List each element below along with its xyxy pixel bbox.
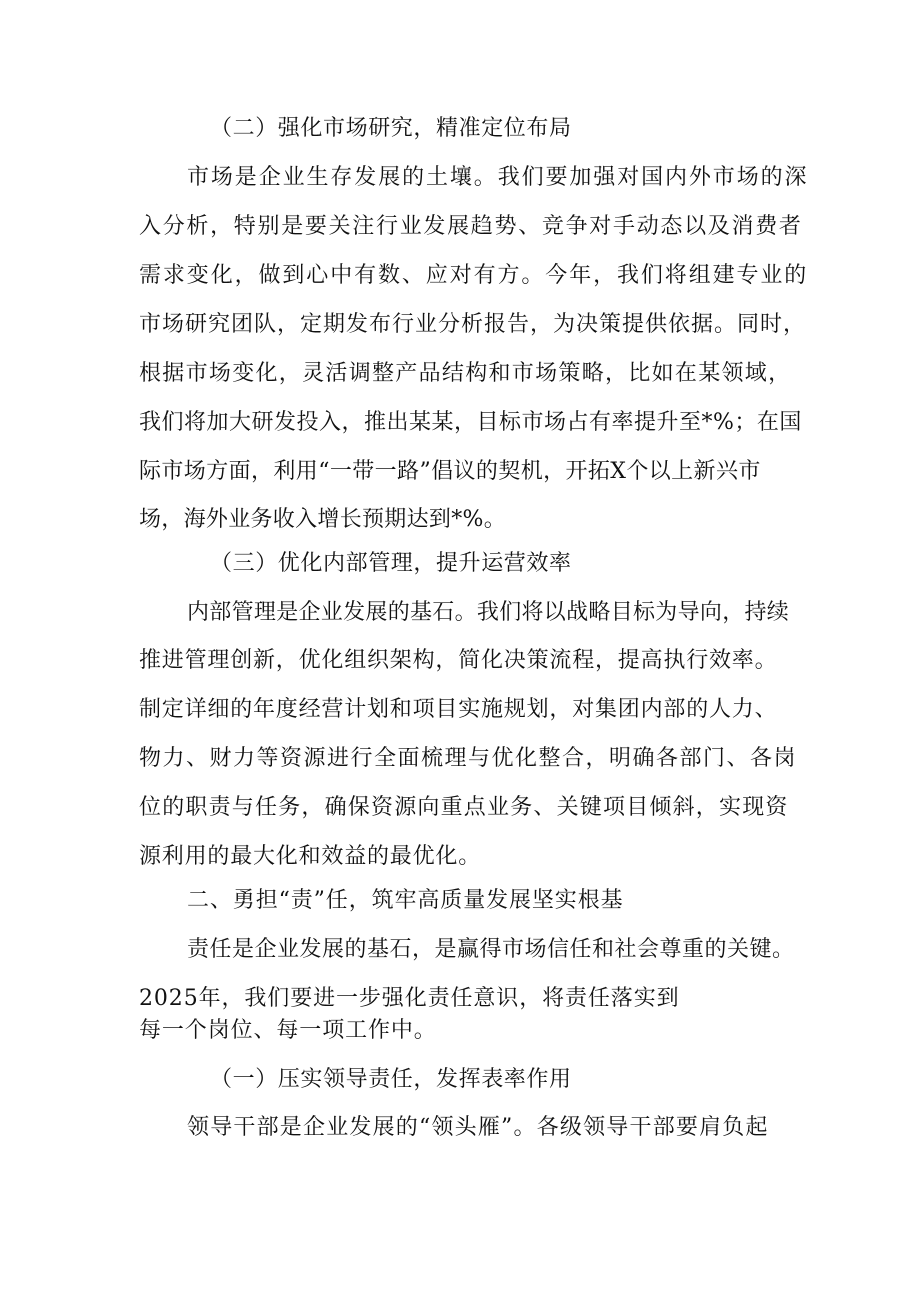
paragraph-line: 制定详细的年度经营计划和项目实施规划，对集团内部的人力、 bbox=[139, 697, 778, 722]
paragraph-line: 我们将加大研发投入，推出某某，目标市场占有率提升至*%；在国 bbox=[139, 410, 802, 435]
paragraph-line: 内部管理是企业发展的基石。我们将以战略目标为导向，持续 bbox=[187, 600, 790, 625]
paragraph-line: 领导干部是企业发展的“领头雁”。各级领导干部要肩负起 bbox=[187, 1115, 769, 1140]
paragraph-line: 场，海外业务收入增长预期达到*%。 bbox=[139, 507, 507, 532]
paragraph-line: 推进管理创新，优化组织架构，简化决策流程，提高执行效率。 bbox=[139, 648, 778, 673]
paragraph-line: 物力、财力等资源进行全面梳理与优化整合，明确各部门、各岗 bbox=[139, 746, 798, 771]
section-heading: （三）优化内部管理，提升运营效率 bbox=[210, 551, 572, 576]
paragraph-line: 源利用的最大化和效益的最优化。 bbox=[139, 844, 482, 869]
paragraph-line: 市场是企业生存发展的土壤。我们要加强对国内外市场的深 bbox=[187, 165, 809, 190]
paragraph-line: 需求变化，做到心中有数、应对有方。今年，我们将组建专业的 bbox=[139, 263, 809, 288]
section-heading: （二）强化市场研究，精准定位布局 bbox=[210, 116, 572, 141]
paragraph-line: 根据市场变化，灵活调整产品结构和市场策略，比如在某领域， bbox=[139, 361, 792, 386]
chapter-heading: 二、勇担“责”任，筑牢高质量发展坚实根基 bbox=[187, 888, 624, 913]
paragraph-line: 际市场方面，利用“一带一路”倡议的契机，开拓X个以上新兴市 bbox=[139, 459, 761, 484]
paragraph-line: 2025年，我们要进一步强化责任意识，将责任落实到 bbox=[139, 986, 680, 1011]
paragraph-line: 市场研究团队，定期发布行业分析报告，为决策提供依据。同时， bbox=[139, 312, 807, 337]
section-heading: （一）压实领导责任，发挥表率作用 bbox=[210, 1067, 572, 1092]
paragraph-line: 位的职责与任务，确保资源向重点业务、关键项目倾斜，实现资 bbox=[139, 795, 789, 820]
paragraph-line: 每一个岗位、每一项工作中。 bbox=[139, 1018, 437, 1043]
paragraph-line: 入分析，特别是要关注行业发展趋势、竞争对手动态以及消费者 bbox=[139, 214, 803, 239]
paragraph-line: 责任是企业发展的基石，是赢得市场信任和社会尊重的关键。 bbox=[187, 937, 795, 962]
